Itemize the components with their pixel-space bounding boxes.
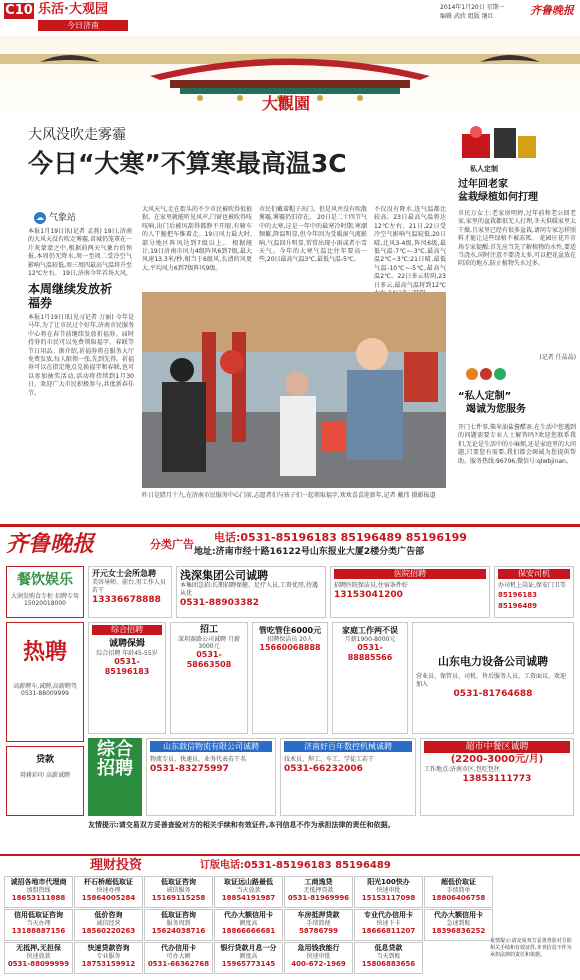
ad-power-title: 山东电力设备公司诚聘 — [438, 655, 548, 668]
finance-ad-text: 快速审批 — [306, 953, 331, 960]
special-title-line-2: 盆栽绿植如何打理 — [458, 192, 538, 203]
sub-article-text: 本报1月19日讯(见习记者 万丽) 今年是马年,为了让市民过个好年,济南市民服务中心将在春节前继续发放祈福券。届时持券的市民可以免费领取福字、春联等节日用品。据介绍,祈福券将在服务大厅免费发放,每人限领一张,先到先得。祈福券可以在指定地点兑换福字和春联,也可以参加抽奖活动,活动将持续到1月30日。欢迎广大市民积极参与,共度新春佳节。 — [28, 314, 134, 397]
ad-room-board-text: 招聘保洁员 20人 — [267, 636, 313, 643]
classified-ad-label-text: 分类广告 — [150, 538, 194, 551]
street-scene-photo — [142, 292, 446, 488]
ad-family-phone: 0531-88885566 — [347, 643, 393, 662]
finance-ad-phone: 15624038716 — [151, 927, 206, 935]
finance-ad-cell — [144, 876, 213, 908]
finance-ad-cell — [4, 909, 73, 941]
ad-family-text: 月薪1900-8000元 — [344, 636, 396, 643]
finance-ad-text: 手续简单 — [446, 887, 471, 894]
finance-ad-title: 银行贷款月息一分 — [220, 944, 277, 952]
classified-paper-logo: 齐鲁晚报 — [6, 531, 95, 557]
ad-hospital — [330, 566, 490, 618]
finance-ad-title: 车房抵押贷款 — [297, 911, 340, 919]
finance-ad-phone: 18854191987 — [221, 894, 276, 902]
ad-power-text: 营业员、保管员、司机、售后服务人员、工资面议、欢迎加入 — [416, 673, 567, 688]
ad-power-phone: 0531-81764688 — [453, 689, 533, 699]
paper-logo: 齐鲁晚报 — [530, 4, 574, 17]
finance-ad-text: 专业服务 — [96, 953, 121, 960]
ad-nanny-title: 诚聘保姆 — [108, 639, 145, 649]
finance-ad-phone: 0531-88099999 — [7, 960, 70, 968]
finance-ad-text: 额度高 — [239, 953, 258, 960]
finance-ad-text: 诚信经营 — [96, 920, 121, 927]
classified-notice: 友情提示:请交易双方妥善查验对方的相关手续和有效证件,本刊信息不作为承担法律的责任和依据。 — [88, 821, 395, 829]
finance-header — [0, 854, 580, 874]
left-cell-catering-title: 餐饮娱乐 — [17, 572, 73, 588]
fruit-illustration — [458, 366, 576, 382]
finance-ad-phone: 15806883656 — [361, 960, 416, 968]
ad-worker-text: 深圳赛路公司诚聘 月薪3000元 — [178, 636, 240, 650]
ad-nanny-label: 综合招聘 — [92, 625, 162, 635]
ad-supermarket-text: 工作地点:济南市区,包吃包住 — [424, 766, 500, 773]
article-headline: 今日“大寒”不算寒最高温3C — [28, 149, 347, 178]
ad-nanny-text: 综合招聘 年龄45-55岁 — [96, 650, 158, 657]
finance-ad-cell — [74, 942, 143, 974]
weather-tag-label: 气象站 — [49, 213, 77, 223]
finance-ad-title: 无抵押,无担保 — [16, 944, 61, 952]
ad-cnc-title: 济南好百年数控机械诚聘 — [284, 741, 412, 752]
left-cell-loan-text: 舜耕彩印 高薪诚聘 — [20, 772, 70, 779]
ad-qianshen — [176, 566, 326, 618]
classified-address: 地址:济南市经十路16122号山东报业大厦2楼分类广告部 — [194, 547, 425, 557]
service-title — [458, 390, 576, 416]
finance-ad-phone: 18866666681 — [221, 927, 276, 935]
special-article-sign: (记者 任晶晶) — [539, 354, 576, 361]
finance-ad-text: 可办大额 — [166, 953, 191, 960]
finance-ad-title: 急用钱我能行 — [297, 944, 340, 952]
service-text: 开门七件事,柴米油盐酱醋茶,在生活中您遇到的问题需要专业人士解答吗?欢迎您联系我们,无论是生活中的小麻烦,还是家庭里的大问题,只要您有需要,我们都会竭诚为您提供帮助。服务热线:96706,微信号:qlwbjinan。 — [458, 424, 576, 465]
finance-ad-phone: 13188887156 — [11, 927, 66, 935]
page-code: C10 — [5, 3, 33, 18]
finance-ad-text: 当天到账 — [376, 953, 401, 960]
special-label: 私人定制 — [470, 165, 498, 173]
page-header — [0, 0, 580, 34]
service-title-line-2: 竭诚为您服务 — [466, 404, 526, 415]
finance-ad-phone: 18653111888 — [11, 894, 66, 902]
finance-ad-title: 代办信用卡 — [161, 944, 196, 952]
weather-icon: ☁ — [36, 213, 44, 222]
finance-ad-text: 快速下卡 — [376, 920, 401, 927]
service-title-line-1: “私人定制” — [458, 391, 512, 402]
ad-security-phone: 85196183 85196489 — [498, 591, 537, 610]
finance-ad-title: 低价咨询 — [94, 911, 123, 919]
finance-ad-cell — [214, 942, 283, 974]
finance-ad-title: 阳光100快办 — [367, 878, 410, 886]
ad-room-board-title: 管吃管住6000元 — [258, 626, 322, 635]
finance-ad-phone: 15153117098 — [361, 894, 416, 902]
ad-logistics — [146, 738, 276, 816]
ad-supermarket-title: 超市中餐区诚聘 — [424, 741, 570, 753]
ad-kaiyuan — [88, 566, 172, 618]
finance-ad-title: 杆石桥超低取证 — [84, 878, 133, 886]
ad-security-text: 办司机上岗证,保安门卫等 — [498, 582, 566, 589]
finance-title: 理财投资 — [90, 858, 143, 873]
finance-ad-text: 当天放款 — [236, 887, 261, 894]
ad-room-board — [252, 622, 328, 734]
ad-logistics-text: 物流专员、快递员、业务代表若干名 — [150, 756, 247, 763]
finance-ad-title: 工商逸贷 — [304, 878, 333, 886]
ad-qianshen-phone: 0531-88903382 — [180, 598, 259, 608]
finance-notice: 友情提示:请交易双方妥善查验对方的相关手续和有效证件,本刊信息不作为承担法律的责任和依据。 — [490, 938, 572, 958]
finance-ad-phone: 18666811207 — [361, 927, 416, 935]
big-hiring-label — [88, 738, 142, 816]
big-hiring-label-text: 综合招聘 — [97, 739, 133, 779]
gift-boxes-illustration — [456, 122, 540, 164]
finance-ad-title: 信用低取证咨询 — [14, 911, 63, 919]
finance-ad-cell — [284, 942, 353, 974]
finance-ad-text: 服务周到 — [166, 920, 191, 927]
finance-ad-cell — [74, 876, 143, 908]
finance-hotline: 订版电话:0531-85196183 85196489 — [200, 860, 391, 871]
ad-kaiyuan-text: 美容导师、前台,男工作人员若干 — [92, 579, 166, 594]
finance-ad-text: 加盟热线 — [26, 887, 51, 894]
finance-ad-text: 快速审批 — [376, 887, 401, 894]
finance-grid — [4, 876, 576, 976]
finance-ad-phone: 18806406758 — [431, 894, 486, 902]
left-cell-hiring-text: 高薪聘车,诚聘,高薪聘驾 0531-88009999 — [13, 683, 77, 697]
ad-supermarket — [420, 738, 574, 816]
finance-ad-phone: 18753159912 — [81, 960, 136, 968]
service-image — [458, 366, 576, 382]
left-cell-loan — [6, 746, 84, 816]
article-kicker: 大风没吹走雾霾 — [28, 127, 126, 143]
ad-worker — [170, 622, 248, 734]
ad-logistics-title: 山东载信物流有限公司诚聘 — [150, 741, 272, 752]
special-title — [458, 178, 576, 204]
finance-ad-text: 快速放款 — [26, 953, 51, 960]
finance-ad-cell — [284, 876, 353, 908]
finance-ad-text: 无抵押贷款 — [303, 887, 334, 894]
finance-ad-title: 专业代办信用卡 — [364, 911, 413, 919]
article-col-3: 市民们戴着帽子出门。但是风并没有吹散雾霾,雾霾仍旧存在。 20日是二十四节气中的大寒,这是一年中的最寒冷时期,寒潮频繁,降温明显,但今年因为受暖湿气流影响,气温回升明显,常常出现小雨或者小雪天气。今年的大寒气温比往年要高一些,20日最高气温3℃,最低气温-5℃。 — [259, 206, 368, 264]
ad-qianshen-text: 本集团急招:长期招聘保健、足疗人员,工资优厚,待遇从优 — [180, 582, 318, 597]
editors: 编辑 武欣 组版 继红 — [440, 13, 494, 20]
left-cell-hiring — [6, 622, 84, 742]
ad-family — [332, 622, 408, 734]
finance-ad-text: 手续简便 — [306, 920, 331, 927]
finance-ad-phone: 0531-81969996 — [287, 894, 350, 902]
finance-ad-phone: 400-672-1969 — [291, 960, 346, 968]
article-col-2: 大风天气,走在街头的不少市民被吹得很狼狈。在家里就能听见风声,门窗也被吹得吱吱响,出门后被风刮得都睁不开眼,有骑车的人干脆把车推着走。19日风力最大时,部分地区阵风达到7级以上。 根据统计,19日济南市风力4级阵风6到7级,最大风速13.3米/秒,相当于6级风,长清的风更大,平均风力6到7级阵风9级。 — [142, 206, 252, 272]
ad-power-equipment — [412, 622, 574, 734]
ad-hospital-text: 招聘医院保洁员,住宿条件好 — [334, 582, 408, 589]
finance-ad-phone: 15169115258 — [151, 894, 206, 902]
article-col-1: 本报1月19日讯(记者 孟燕) 19日,济南的大风天没有吹走雾霾,省城仍笼罩在一片灰蒙蒙之中,根据前两天气象台的预报,本周仍无降水,周一至周二受冷空气影响气温较低,周三周四最高气温将升至12℃左右。 19日,济南今年首场大风, — [28, 228, 132, 278]
left-cell-catering — [6, 566, 84, 618]
finance-ad-cell — [284, 909, 353, 941]
left-cell-loan-title: 贷款 — [35, 755, 54, 765]
finance-ad-phone: 0531-66362768 — [147, 960, 210, 968]
ad-security-title: 保安司机 — [498, 569, 570, 579]
finance-ad-title: 低取证咨询 — [161, 878, 196, 886]
finance-ad-cell — [4, 942, 73, 974]
ad-worker-phone: 0531-58663508 — [186, 650, 232, 669]
ad-kaiyuan-title: 开元女士会所急聘 — [92, 569, 156, 578]
article-col-4: 不仅没有降水,连气温都比较高。23日最高气温将达12℃左右。21日,22日受冷空气影响气温较低,20日晴,北风3-4级,阵风6级,最低气温-7℃~-3℃,最高气温2℃~3℃;21日晴,最低气温-10℃~-5℃,最高气温2℃。22日多云转阴,23日多云,最高气温将到12℃ — [374, 206, 446, 289]
subsection-name: 今日济南 — [38, 20, 128, 31]
finance-ad-cell — [354, 909, 423, 941]
finance-ad-title: 低取证咨询 — [161, 911, 196, 919]
finance-ad-cell — [74, 909, 143, 941]
finance-ad-phone: 18560220263 — [81, 927, 136, 935]
finance-ad-title: 低息贷款 — [374, 944, 403, 952]
finance-ad-title: 取证远山路最低 — [224, 878, 273, 886]
ad-supermarket-salary: (2200-3000元/月) — [450, 754, 544, 765]
ad-nanny — [88, 622, 166, 734]
section-name: 乐活·大观园 — [38, 2, 108, 17]
ad-room-board-phone: 15660068888 — [259, 643, 321, 652]
sub-headline: 本周继续发放祈福券 — [28, 282, 113, 310]
finance-ad-title: 代办大额信用卡 — [434, 911, 483, 919]
finance-ad-phone: 15965773145 — [221, 960, 276, 968]
finance-ad-title: 超低价取证 — [441, 878, 476, 886]
finance-ad-title: 代办大额信用卡 — [224, 911, 273, 919]
custom-service-image — [456, 122, 540, 164]
finance-ad-title: 快速贷款咨询 — [87, 944, 130, 952]
finance-ad-text: 当天办理 — [26, 920, 51, 927]
finance-ad-cell — [214, 909, 283, 941]
classified-hotline: 电话:0531-85196183 85196489 85196199 — [214, 531, 467, 544]
finance-ad-phone: 15864005284 — [81, 894, 136, 902]
ad-qianshen-title: 浅深集团公司诚聘 — [180, 569, 268, 582]
weather-tag — [34, 212, 94, 224]
ad-cnc-text: 技术员、焊工、车工、学徒工若干 — [284, 756, 375, 763]
ad-nanny-phone: 0531-85196183 — [104, 657, 150, 676]
classified-ad-label — [150, 533, 194, 552]
classified-left-column — [6, 566, 84, 816]
finance-ad-cell — [424, 909, 493, 941]
news-photo — [142, 292, 446, 488]
finance-ad-cell — [144, 909, 213, 941]
finance-ad-cell — [144, 942, 213, 974]
ad-logistics-phone: 0531-83275997 — [150, 764, 229, 774]
ad-cnc-phone: 0531-66232006 — [284, 764, 363, 774]
finance-ad-cell — [4, 876, 73, 908]
finance-ad-text: 诚信服务 — [166, 887, 191, 894]
ad-security — [494, 566, 574, 618]
ad-supermarket-phone: 13853111773 — [462, 774, 532, 784]
finance-ad-text: 额度高 — [239, 920, 258, 927]
finance-ad-text: 急速到账 — [446, 920, 471, 927]
ad-worker-title: 招工 — [199, 625, 218, 635]
ad-cnc — [280, 738, 416, 816]
ad-kaiyuan-phone: 13336678888 — [92, 595, 161, 605]
banner — [0, 36, 580, 120]
special-article-text: 市民万女士:老家房明婷,过年前和老公回老家,家里的盆栽都很无人打理,冬天供暖家里太干燥,且家里已经有很多盆栽,请问专家怎样照料才能让这些绿植不被冻死。 花园庄花卉市场专家提醒:首先应当先了解植物的水性,要适当浇水,同时注意不要浇太多,可以把花盆放在阴凉的地方,防止植物失水过多。 — [458, 210, 576, 268]
issue-date: 2014年1月20日 星期一 — [440, 4, 505, 11]
ad-family-title: 家庭工作两不误 — [342, 626, 398, 635]
finance-ad-phone: 58786799 — [299, 927, 338, 935]
finance-ad-cell — [354, 876, 423, 908]
left-cell-hiring-title: 热聘 — [22, 640, 67, 665]
finance-ad-phone: 18396836252 — [431, 927, 486, 935]
ad-hospital-title: 医院招聘 — [334, 569, 486, 579]
left-cell-catering-text: 大润发购食专柜 招聘专用 15020018000 — [11, 593, 79, 607]
ad-hospital-phone: 13153041200 — [334, 590, 403, 600]
finance-ad-cell — [424, 876, 493, 908]
finance-ad-cell — [214, 876, 283, 908]
finance-ad-title: 诚招各地市代理商 — [10, 878, 67, 886]
finance-ad-cell — [354, 942, 423, 974]
finance-ad-text: 快速办理 — [96, 887, 121, 894]
mid-ads-grid — [88, 622, 408, 734]
banner-title: 大觀園 — [262, 94, 311, 113]
photo-caption: 昨日是腊月十九,在济南市民服务中心门前,志愿者们与孩子们一起领取福字,欢欢喜喜迎新年,记者 戴伟 摄影报道 — [142, 492, 436, 499]
special-title-line-1: 过年回老家 — [458, 179, 508, 190]
